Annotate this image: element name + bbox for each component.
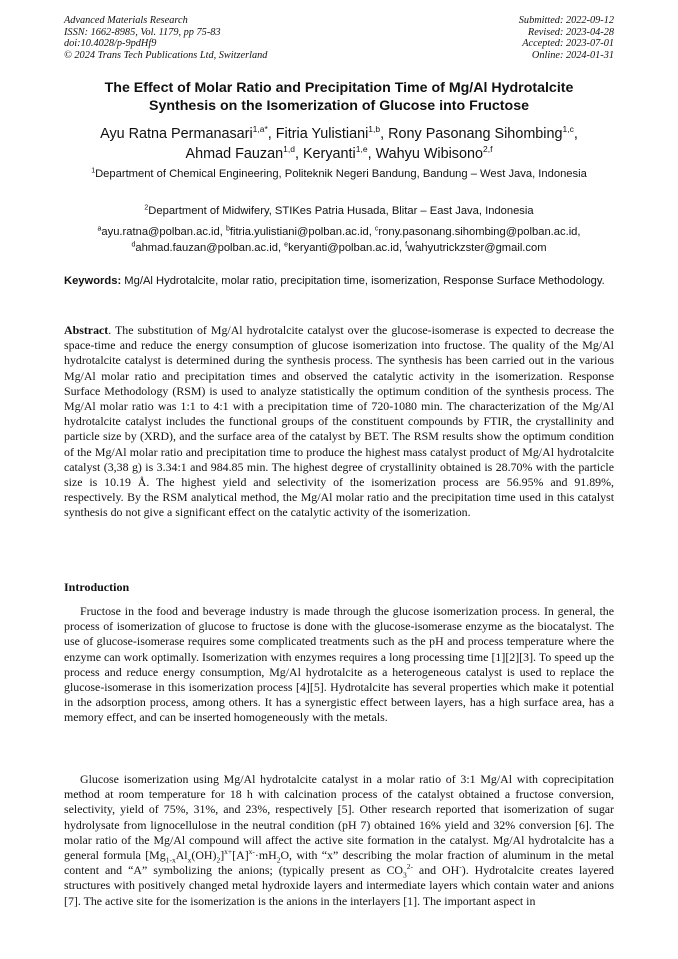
formula-subscript: x (187, 855, 192, 865)
author-name: Wahyu Wibisono (375, 146, 484, 162)
affiliation (80, 204, 598, 220)
author-separator: , (294, 146, 303, 162)
email-link[interactable]: ahmad.fauzan@polban.ac.id, (135, 241, 285, 254)
author-separator: , (380, 126, 389, 142)
email-link[interactable]: keryanti@polban.ac.id, (288, 241, 406, 254)
author-name: Ahmad Fauzan (185, 146, 284, 162)
abstract-text: . The substitution of Mg/Al hydrotalcite catalyst over the glucose-isomerase is expected to decrease the space-time and reduce the energy consumption of glucose isomerization into fructose. The quality of the Mg/Al hydrotalcite catalyst is determined during the synthesis process. The synthesis has been carried out in the various Mg/Al molar ratio and precipitation times and observed the catalytic activity in the isomerization. Response Surface Methodology (RSM) is used to analyze statistically the optimum condition of the synthesis process. The Mg/Al molar ratio was 1:1 to 4:1 with a precipitation time of 720-1080 min. The characterization of the Mg/Al hydrotalcite catalyst includes the functional groups of the constituent compounds by FTIR, the crystallinity and particle size by (XRD), and the surface area of the catalyst by BET. The RSM results show the optimum condition of the Mg/Al molar ratio and precipitation time to produce the highest mass catalyst product of Mg/Al hydrotalcite catalyst (3,38 g) is 3.34:1 and 984.85 min. The highest degree of crystallinity obtained is 28.70% with the particle size is 10.19 Å. The highest yield and selectivity of the isomerization process are 56.95% and 91.89%, respectively. By the RSM analytical method, the Mg/Al molar ratio and the precipitation time used in this catalyst synthesis do not give a significant effect on the catalytic activity of the isomerization. (64, 323, 614, 520)
paper-title-line: Synthesis on the Isomerization of Glucose into Fructose (149, 97, 529, 114)
formula-subscript: 1-x (165, 855, 176, 865)
keywords-label: Keywords: (64, 275, 122, 287)
keywords-text: Mg/Al Hydrotalcite, molar ratio, precipitation time, isomerization, Response Surface Methodology. (121, 275, 605, 287)
email-link[interactable]: fitria.yulistiani@polban.ac.id, (229, 226, 375, 238)
keywords-block (64, 274, 614, 289)
revised-date: Revised: 2023-04-28 (527, 26, 614, 38)
paragraph-text: ·mH (254, 848, 277, 863)
email-mark: c (374, 225, 379, 233)
affiliation-mark: 2 (144, 204, 149, 212)
email-mark: d (131, 240, 136, 248)
email-mark: a (97, 225, 102, 233)
formula-superscript: x- (248, 847, 255, 857)
journal-info (64, 15, 267, 61)
journal-doi: doi:10.4028/p-9pdHf9 (64, 38, 157, 50)
affiliation-mark: 1 (91, 167, 96, 175)
author-name: Keryanti (302, 146, 356, 162)
formula-subscript: 2 (276, 855, 281, 865)
author-emails (60, 225, 618, 256)
author-separator: , (367, 146, 376, 162)
email-mark: e (284, 240, 289, 248)
author-affil-mark: 2,f (483, 144, 493, 155)
formula-subscript: 2 (216, 855, 221, 865)
paragraph-text: [A] (232, 848, 249, 863)
affiliation-text: Department of Midwifery, STIKes Patria Husada, Blitar – East Java, Indonesia (148, 205, 534, 217)
author-affil-mark: 1,d (283, 144, 295, 155)
paragraph-text: ). Hydrotalcite creates layered structures with positively changed metal hydroxide layers and intermediate layers which contain water and anions [7]. The active site for the isomerization is the anions in the interlayers [1]. The important aspect in (64, 863, 614, 908)
email-mark: b (225, 225, 230, 233)
body-paragraph (64, 772, 614, 909)
paragraph-text: O, with “x” describing the molar fraction of aluminum in the metal content and “A” symbolizing the anions; (typically present as CO (64, 848, 614, 878)
affiliation-text: Department of Chemical Engineering, Politeknik Negeri Bandung, Bandung – West Java, Indonesia (95, 168, 587, 180)
body-paragraph: Fructose in the food and beverage industry is made through the glucose isomerization process. In general, the process of isomerization of glucose to fructose is done with the glucose-isomerase enzyme as the biocatalyst. The use of glucose-isomerase requires some complicated treatments such as the pH and process temperature where the enzyme can work optimally. Isomerization with enzymes requires a long processing time [1][2][3]. To speed up the process and reduce energy consumption, Mg/Al hydrotalcite as a heterogeneous catalyst is used to replace the glucose-isomerase in this isomerization process [4][5]. Hydrotalcite has several properties which make it potential in the adsorption process, among others. It has a synergistic effect between layers, has a high surface area, has a memory effect, and can be inserted homogeneously with the metals. (64, 604, 614, 725)
author-affil-mark: 1,b (368, 124, 381, 135)
online-date: Online: 2024-01-31 (531, 49, 614, 61)
paragraph-text: Al (175, 848, 188, 863)
submitted-date: Submitted: 2022-09-12 (518, 15, 614, 26)
paper-title-line: The Effect of Molar Ratio and Precipitation Time of Mg/Al Hydrotalcite (104, 80, 574, 96)
affiliation (80, 167, 598, 183)
abstract-label: Abstract (64, 323, 109, 337)
email-link[interactable]: wahyutrickzster@gmail.com (407, 241, 547, 254)
paragraph-text: ] (220, 848, 225, 863)
abstract-block (64, 323, 614, 521)
paragraph-text: Glucose isomerization using Mg/Al hydrotalcite catalyst in a molar ratio of 3:1 Mg/Al with coprecipitation method at room temperature for 18 h with calcination process of the catalyst obtained a fructose conversion, selectivity, yield of 75%, 31%, and 23%, respectively [5]. Other research reported that isomerization of sugar hydrolysate from lignocellulose in the neutral condition (pH 7) obtained 16% yield and 32% conversion [6]. The molar ratio of the Mg/Al compound will affect the active site formation in the catalyst. Mg/Al hydrotalcite has a general formula [Mg (64, 772, 614, 863)
author-list (50, 124, 628, 164)
author-name: Ayu Ratna Permanasari (100, 126, 253, 142)
formula-superscript: 2- (406, 862, 413, 872)
author-affil-mark: 1,e (355, 144, 368, 155)
formula-subscript: 3 (402, 870, 407, 880)
accepted-date: Accepted: 2023-07-01 (522, 38, 614, 50)
author-separator: , (267, 126, 276, 142)
author-affil-mark: 1,a* (252, 124, 268, 135)
journal-name: Advanced Materials Research (64, 15, 188, 26)
section-heading: Introduction (64, 580, 130, 594)
journal-issn: ISSN: 1662-8985, Vol. 1179, pp 75-83 (64, 26, 221, 38)
paragraph-text: and OH (412, 863, 460, 878)
author-affil-mark: 1,c (562, 124, 574, 135)
paragraph-text: (OH) (191, 848, 217, 863)
formula-superscript: - (459, 862, 462, 872)
paper-title (60, 80, 618, 115)
publication-dates (519, 15, 614, 61)
author-name: Rony Pasonang Sihombing (388, 126, 563, 142)
formula-superscript: x+ (224, 847, 233, 857)
author-name: Fitria Yulistiani (275, 126, 369, 142)
email-mark: f (405, 240, 408, 248)
journal-copyright: © 2024 Trans Tech Publications Ltd, Switzerland (64, 49, 268, 61)
email-link[interactable]: ayu.ratna@polban.ac.id, (101, 226, 226, 238)
author-separator: , (573, 126, 578, 142)
email-link[interactable]: rony.pasonang.sihombing@polban.ac.id, (378, 226, 581, 238)
